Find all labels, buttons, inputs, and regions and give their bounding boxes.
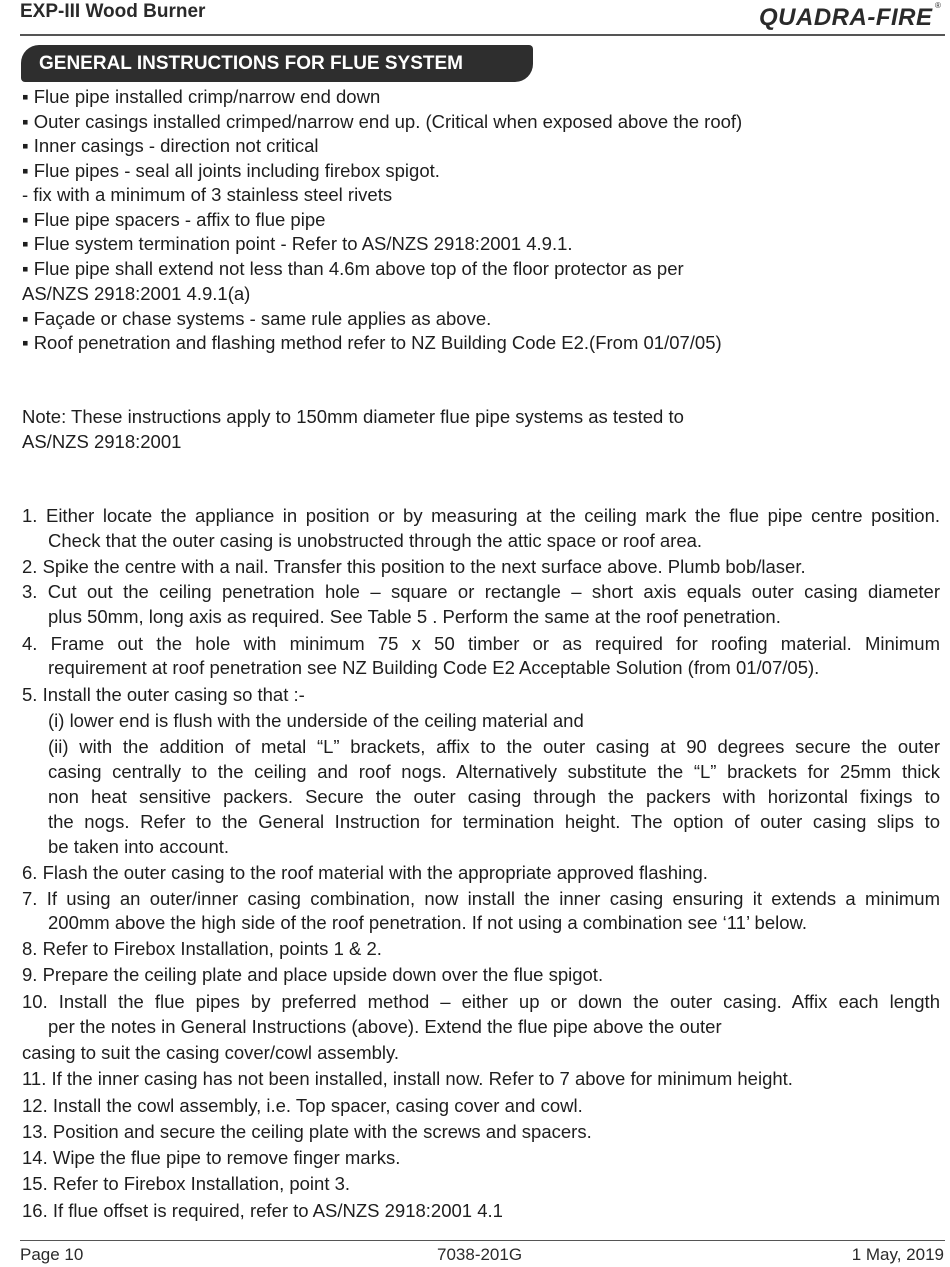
footer-divider [20, 1240, 945, 1241]
step-line: 8. Refer to Firebox Installation, points 1 & 2. [22, 938, 382, 959]
general-item: ▪ Flue system termination point - Refer to AS/NZS 2918:2001 4.9.1. [22, 233, 573, 254]
general-item: - fix with a minimum of 3 stainless steel rivets [22, 184, 393, 205]
step-line: 10. Install the flue pipes by preferred method – either up or down the outer casing. Affix each length [22, 991, 940, 1012]
step-line: 4. Frame out the hole with minimum 75 x 50 timber or as required for roofing material. Minimum [22, 633, 940, 654]
step-line: 1. Either locate the appliance in position or by measuring at the ceiling mark the flue pipe centre position. [22, 505, 940, 526]
step-line: 2. Spike the centre with a nail. Transfer this position to the next surface above. Plumb bob/laser. [22, 556, 806, 577]
footer-date: 1 May, 2019 [851, 1245, 944, 1264]
general-item: ▪ Roof penetration and flashing method refer to NZ Building Code E2.(From 01/07/05) [22, 332, 722, 353]
step-line: requirement at roof penetration see NZ Building Code E2 Acceptable Solution (from 01/07/05). [48, 657, 820, 678]
document-header-title: EXP-III Wood Burner [20, 1, 206, 22]
step-line: non heat sensitive packers. Secure the outer casing through the packers with horizontal fixings to [48, 786, 940, 807]
logo-wordmark: QUADRA-FIRE [759, 4, 933, 30]
step-line: casing to suit the casing cover/cowl assembly. [22, 1042, 400, 1063]
general-item: ▪ Flue pipe shall extend not less than 4.6m above top of the floor protector as per [22, 258, 684, 279]
step-line: the nogs. Refer to the General Instruction for termination height. The option of outer casing slips to [48, 811, 940, 832]
step-line: 7. If using an outer/inner casing combination, now install the inner casing ensuring it extends a minimum [22, 888, 940, 909]
step-line: plus 50mm, long axis as required. See Table 5 . Perform the same at the roof penetration. [48, 606, 781, 627]
step-line: casing centrally to the ceiling and roof nogs. Alternatively substitute the “L” brackets for 25mm thick [48, 761, 940, 782]
note-line: AS/NZS 2918:2001 [22, 431, 182, 452]
section-title-banner: GENERAL INSTRUCTIONS FOR FLUE SYSTEM [21, 45, 533, 82]
step-line: 16. If flue offset is required, refer to AS/NZS 2918:2001 4.1 [22, 1200, 503, 1221]
step-line: 12. Install the cowl assembly, i.e. Top spacer, casing cover and cowl. [22, 1095, 583, 1116]
general-item: AS/NZS 2918:2001 4.9.1(a) [22, 283, 251, 304]
footer-document-number: 7038-201G [437, 1245, 523, 1264]
general-item: ▪ Flue pipe spacers - affix to flue pipe [22, 209, 326, 230]
logo-trademark: ® [935, 1, 941, 10]
step-line: Check that the outer casing is unobstructed through the attic space or roof area. [48, 530, 703, 551]
step-line: 6. Flash the outer casing to the roof material with the appropriate approved flashing. [22, 862, 708, 883]
note-line: Note: These instructions apply to 150mm diameter flue pipe systems as tested to [22, 406, 684, 427]
step-line: (ii) with the addition of metal “L” brackets, affix to the outer casing at 90 degrees secure the outer [48, 736, 940, 757]
footer-page-number: Page 10 [20, 1245, 84, 1264]
quadra-fire-logo [759, 0, 944, 30]
step-line: 14. Wipe the flue pipe to remove finger marks. [22, 1147, 401, 1168]
step-line: 9. Prepare the ceiling plate and place upside down over the flue spigot. [22, 964, 604, 985]
step-line: 13. Position and secure the ceiling plate with the screws and spacers. [22, 1121, 592, 1142]
step-line: 200mm above the high side of the roof penetration. If not using a combination see ‘11’ below. [48, 912, 807, 933]
general-item: ▪ Flue pipe installed crimp/narrow end down [22, 86, 381, 107]
step-line: 3. Cut out the ceiling penetration hole – square or rectangle – short axis equals outer casing diameter [22, 581, 940, 602]
step-line: (i) lower end is flush with the underside of the ceiling material and [48, 710, 584, 731]
step-line: 5. Install the outer casing so that :- [22, 684, 305, 705]
general-item: ▪ Outer casings installed crimped/narrow end up. (Critical when exposed above the roof) [22, 111, 743, 132]
step-line: be taken into account. [48, 836, 230, 857]
step-line: 11. If the inner casing has not been installed, install now. Refer to 7 above for minimum height. [22, 1068, 793, 1089]
step-line: per the notes in General Instructions (above). Extend the flue pipe above the outer [48, 1016, 722, 1037]
general-item: ▪ Flue pipes - seal all joints including firebox spigot. [22, 160, 440, 181]
general-item: ▪ Inner casings - direction not critical [22, 135, 319, 156]
general-item: ▪ Façade or chase systems - same rule applies as above. [22, 308, 492, 329]
header-divider [20, 34, 945, 36]
step-line: 15. Refer to Firebox Installation, point 3. [22, 1173, 351, 1194]
